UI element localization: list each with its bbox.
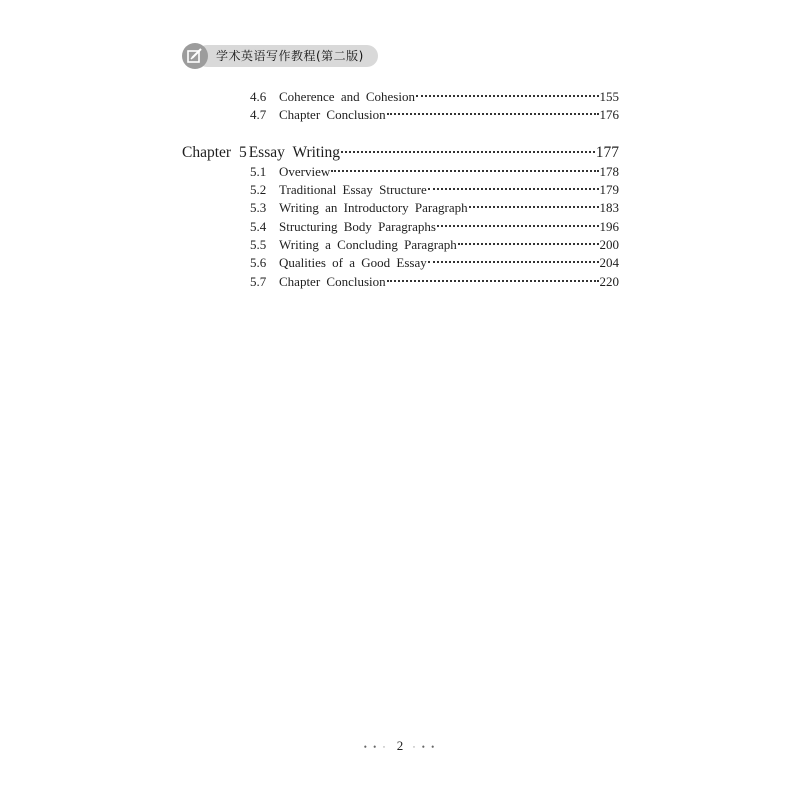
page-number: 204 bbox=[599, 255, 619, 270]
book-title: 学术英语写作教程(第二版) bbox=[196, 45, 378, 67]
page-number: 220 bbox=[599, 274, 619, 289]
dot-leader bbox=[331, 170, 598, 172]
toc-entry-5-2[interactable] bbox=[250, 182, 619, 198]
dot-leader bbox=[469, 206, 599, 208]
page-number: 178 bbox=[599, 164, 619, 179]
footer-ornament-left: • • · bbox=[363, 742, 388, 752]
section-title: Qualities of a Good Essay bbox=[279, 255, 427, 270]
section-number: 5.4 bbox=[250, 219, 267, 234]
section-number: 5.6 bbox=[250, 255, 267, 270]
toc-entry-4-7[interactable] bbox=[250, 107, 619, 123]
page-number: 179 bbox=[599, 182, 619, 197]
pen-writing-icon bbox=[182, 43, 208, 69]
dot-leader bbox=[387, 280, 599, 282]
page-number: 196 bbox=[599, 219, 619, 234]
chapter-label: Chapter 5 bbox=[182, 144, 247, 161]
section-title: Writing an Introductory Paragraph bbox=[279, 200, 468, 215]
section-title: Chapter Conclusion bbox=[279, 107, 386, 122]
page-footer bbox=[0, 738, 800, 754]
toc-entry-5-3[interactable] bbox=[250, 200, 619, 216]
toc-entry-5-1[interactable] bbox=[250, 164, 619, 180]
section-number: 5.7 bbox=[250, 274, 267, 289]
section-number: 4.6 bbox=[250, 89, 267, 104]
page-number: 200 bbox=[599, 237, 619, 252]
section-title: Traditional Essay Structure bbox=[279, 182, 427, 197]
section-number: 4.7 bbox=[250, 107, 267, 122]
section-number: 5.2 bbox=[250, 182, 267, 197]
section-title: Overview bbox=[279, 164, 331, 179]
page-number: 177 bbox=[595, 144, 619, 161]
toc-entry-5-5[interactable] bbox=[250, 237, 619, 253]
dot-leader bbox=[437, 225, 599, 227]
chapter-title: Essay Writing bbox=[248, 144, 341, 161]
section-title: Writing a Concluding Paragraph bbox=[279, 237, 457, 252]
toc-entry-5-7[interactable] bbox=[250, 274, 619, 290]
section-title: Chapter Conclusion bbox=[279, 274, 386, 289]
dot-leader bbox=[428, 188, 599, 190]
footer-ornament-right: · • • bbox=[412, 742, 437, 752]
toc-entry-5-6[interactable] bbox=[250, 255, 619, 271]
toc-entry-4-6[interactable] bbox=[250, 89, 619, 105]
section-number: 5.1 bbox=[250, 164, 267, 179]
footer-page-number: 2 bbox=[396, 738, 404, 753]
dot-leader bbox=[341, 151, 595, 153]
dot-leader bbox=[458, 243, 599, 245]
dot-leader bbox=[428, 261, 599, 263]
section-number: 5.5 bbox=[250, 237, 267, 252]
section-title: Coherence and Cohesion bbox=[279, 89, 415, 104]
section-title: Structuring Body Paragraphs bbox=[279, 219, 436, 234]
dot-leader bbox=[416, 95, 599, 97]
toc-entry-5-4[interactable] bbox=[250, 219, 619, 235]
page-number: 155 bbox=[599, 89, 619, 104]
page-number: 176 bbox=[599, 107, 619, 122]
toc-chapter-5[interactable] bbox=[182, 144, 619, 162]
dot-leader bbox=[387, 113, 599, 115]
page-number: 183 bbox=[599, 200, 619, 215]
section-number: 5.3 bbox=[250, 200, 267, 215]
